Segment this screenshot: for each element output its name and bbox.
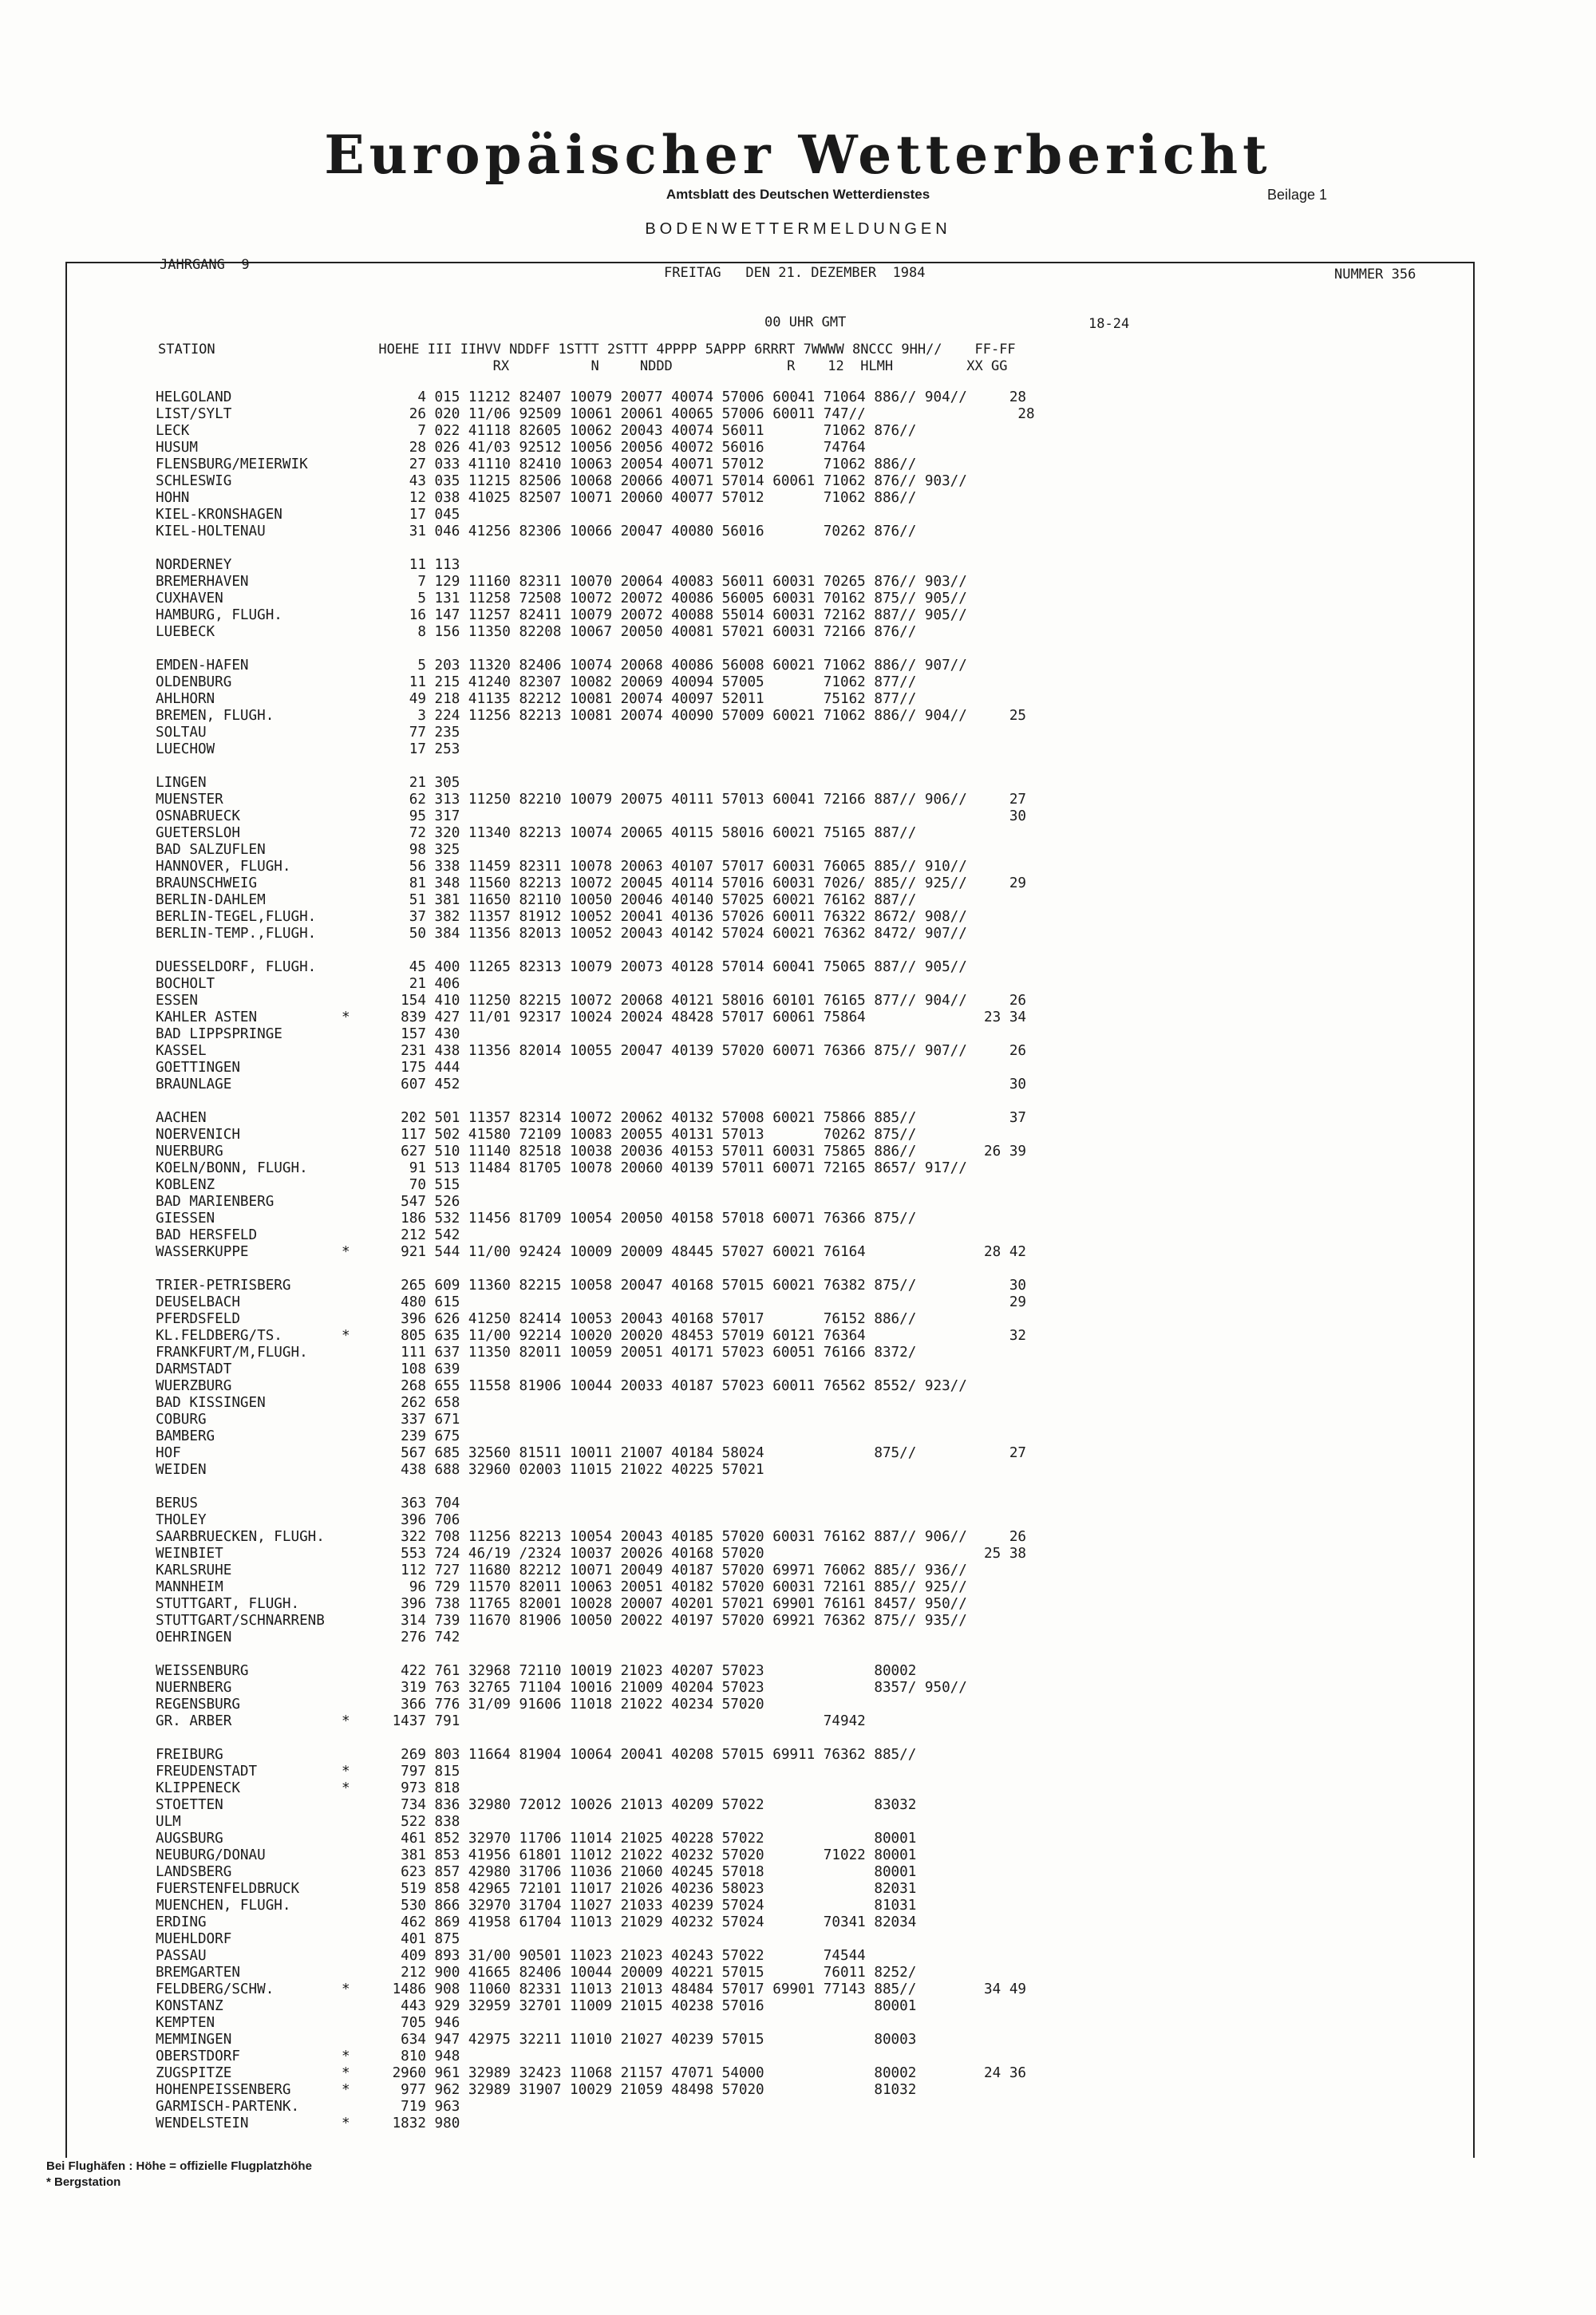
nummer-label: NUMMER 356: [1334, 267, 1416, 282]
table-row: FLENSBURG/MEIERWIK 27 033 41110 82410 10063 20054 40071 57012 71062 886//: [156, 456, 917, 472]
table-row: DARMSTADT 108 639: [156, 1361, 460, 1377]
table-row: WASSERKUPPE * 921 544 11/00 92424 10009 20009 48445 57027 60021 76164 28 42: [156, 1244, 1027, 1260]
row-gap: [156, 641, 1472, 658]
table-row: BERLIN-TEGEL,FLUGH. 37 382 11357 81912 10052 20041 40136 57026 60011 76322 8672/ 908//: [156, 909, 967, 925]
jahrgang-label: JAHRGANG 9: [160, 257, 250, 273]
table-row: SCHLESWIG 43 035 11215 82506 10068 20066 40071 57014 60061 71062 876// 903//: [156, 473, 967, 489]
table-row: MUEHLDORF 401 875: [156, 1931, 460, 1947]
table-row: BERLIN-TEMP.,FLUGH. 50 384 11356 82013 10052 20043 40142 57024 60021 76362 8472/ 907//: [156, 926, 967, 942]
row-gap: [156, 942, 1472, 959]
table-row: BERLIN-DAHLEM 51 381 11650 82110 10050 20046 40140 57025 60021 76162 887//: [156, 892, 917, 908]
table-row: COBURG 337 671: [156, 1412, 460, 1428]
table-row: MUENCHEN, FLUGH. 530 866 32970 31704 11027 21033 40239 57024 81031: [156, 1898, 917, 1914]
table-row: HUSUM 28 026 41/03 92512 10056 20056 40072 56016 74764: [156, 440, 866, 456]
table-row: DEUSELBACH 480 615 29: [156, 1294, 1027, 1310]
row-gap: [156, 758, 1472, 775]
table-row: LECK 7 022 41118 82605 10062 20043 40074 56011 71062 876//: [156, 423, 917, 439]
table-row: NUERNBERG 319 763 32765 71104 10016 21009 40204 57023 8357/ 950//: [156, 1680, 967, 1696]
row-gap: [156, 1479, 1472, 1495]
table-row: WUERZBURG 268 655 11558 81906 10044 20033 40187 57023 60011 76562 8552/ 923//: [156, 1378, 967, 1394]
row-gap: [156, 1261, 1472, 1278]
table-row: BAD HERSFELD 212 542: [156, 1227, 460, 1243]
table-row: THOLEY 396 706: [156, 1512, 460, 1528]
table-row: LUEBECK 8 156 11350 82208 10067 20050 40081 57021 60031 72166 876//: [156, 624, 917, 640]
table-row: AUGSBURG 461 852 32970 11706 11014 21025 40228 57022 80001: [156, 1831, 917, 1847]
station-table: [156, 389, 1472, 2132]
table-row: ERDING 462 869 41958 61704 11013 21029 40232 57024 70341 82034: [156, 1914, 917, 1930]
table-row: GR. ARBER * 1437 791 74942: [156, 1713, 866, 1729]
footnote-mountain: * Bergstation: [46, 2175, 121, 2189]
time-label: 00 UHR GMT: [764, 314, 847, 330]
table-row: KLIPPENECK * 973 818: [156, 1780, 460, 1796]
table-row: KOBLENZ 70 515: [156, 1177, 460, 1193]
table-row: OEHRINGEN 276 742: [156, 1630, 460, 1645]
table-row: HAMBURG, FLUGH. 16 147 11257 82411 10079 20072 40088 55014 60031 72162 887// 905//: [156, 607, 967, 623]
table-row: FUERSTENFELDBRUCK 519 858 42965 72101 11017 21026 40236 58023 82031: [156, 1881, 917, 1897]
table-row: AACHEN 202 501 11357 82314 10072 20062 40132 57008 60021 75866 885// 37: [156, 1110, 1027, 1126]
table-row: GUETERSLOH 72 320 11340 82213 10074 20065 40115 58016 60021 75165 887//: [156, 825, 917, 841]
date-label: FREITAG DEN 21. DEZEMBER 1984: [664, 265, 926, 281]
table-row: LANDSBERG 623 857 42980 31706 11036 21060 40245 57018 80001: [156, 1864, 917, 1880]
table-row: SOLTAU 77 235: [156, 725, 460, 741]
table-row: BAD SALZUFLEN 98 325: [156, 842, 460, 858]
table-row: BREMGARTEN 212 900 41665 82406 10044 20009 40221 57015 76011 8252/: [156, 1965, 917, 1981]
table-row: BAMBERG 239 675: [156, 1428, 460, 1444]
table-row: NUERBURG 627 510 11140 82518 10038 20036 40153 57011 60031 75865 886// 26 39: [156, 1144, 1027, 1159]
time-range-label: 18-24: [1088, 316, 1130, 332]
table-row: MEMMINGEN 634 947 42975 32211 11010 21027 40239 57015 80003: [156, 2032, 917, 2048]
table-row: FELDBERG/SCHW. * 1486 908 11060 82331 11013 21013 48484 57017 69901 77143 885// 34 49: [156, 1981, 1027, 1997]
table-row: HOF 567 685 32560 81511 10011 21007 40184 58024 875// 27: [156, 1445, 1027, 1461]
table-row: KONSTANZ 443 929 32959 32701 11009 21015 40238 57016 80001: [156, 1998, 917, 2014]
table-row: BRAUNSCHWEIG 81 348 11560 82213 10072 20045 40114 57016 60031 7026/ 885// 925// 29: [156, 875, 1027, 891]
table-row: WEIDEN 438 688 32960 02003 11015 21022 40225 57021: [156, 1462, 764, 1478]
table-row: NORDERNEY 11 113: [156, 557, 460, 573]
table-row: STUTTGART, FLUGH. 396 738 11765 82001 10028 20007 40201 57021 69901 76161 8457/ 950//: [156, 1596, 967, 1612]
table-row: BREMERHAVEN 7 129 11160 82311 10070 20064 40083 56011 60031 70265 876// 903//: [156, 574, 967, 590]
table-row: STUTTGART/SCHNARRENB 314 739 11670 81906 10050 20022 40197 57020 69921 76362 875// 935//: [156, 1613, 967, 1629]
table-row: WENDELSTEIN * 1832 980: [156, 2115, 460, 2131]
table-row: GARMISCH-PARTENK. 719 963: [156, 2099, 460, 2115]
table-row: GIESSEN 186 532 11456 81709 10054 20050 40158 57018 60071 76366 875//: [156, 1211, 917, 1227]
row-gap: [156, 1730, 1472, 1747]
table-row: WEINBIET 553 724 46/19 /2324 10037 20026 40168 57020 25 38: [156, 1546, 1027, 1562]
table-row: AHLHORN 49 218 41135 82212 10081 20074 40097 52011 75162 877//: [156, 691, 917, 707]
table-row: DUESSELDORF, FLUGH. 45 400 11265 82313 10079 20073 40128 57014 60041 75065 887// 905//: [156, 959, 967, 975]
footnote-airports: Bei Flughäfen : Höhe = offizielle Flugplatzhöhe: [46, 2159, 312, 2173]
table-row: CUXHAVEN 5 131 11258 72508 10072 20072 40086 56005 60031 70162 875// 905//: [156, 591, 967, 606]
table-row: MANNHEIM 96 729 11570 82011 10063 20051 40182 57020 60031 72161 885// 925//: [156, 1579, 967, 1595]
table-row: BAD LIPPSPRINGE 157 430: [156, 1026, 460, 1042]
table-row: HOHN 12 038 41025 82507 10071 20060 40077 57012 71062 886//: [156, 490, 917, 506]
table-row: KIEL-HOLTENAU 31 046 41256 82306 10066 20047 40080 56016 70262 876//: [156, 523, 917, 539]
row-gap: [156, 540, 1472, 557]
table-row: KARLSRUHE 112 727 11680 82212 10071 20049 40187 57020 69971 76062 885// 936//: [156, 1562, 967, 1578]
section-title: BODENWETTERMELDUNGEN: [645, 220, 951, 238]
table-row: OBERSTDORF * 810 948: [156, 2048, 460, 2064]
table-row: LIST/SYLT 26 020 11/06 92509 10061 20061 40065 57006 60011 747// 28: [156, 406, 1035, 422]
beilage-label: Beilage 1: [1267, 187, 1328, 203]
table-row: KASSEL 231 438 11356 82014 10055 20047 40139 57020 60071 76366 875// 907// 26: [156, 1043, 1027, 1059]
table-row: REGENSBURG 366 776 31/09 91606 11018 21022 40234 57020: [156, 1697, 764, 1713]
table-row: KAHLER ASTEN * 839 427 11/01 92317 10024 20024 48428 57017 60061 75864 23 34: [156, 1009, 1027, 1025]
table-row: HANNOVER, FLUGH. 56 338 11459 82311 10078 20063 40107 57017 60031 76065 885// 910//: [156, 859, 967, 875]
table-row: STOETTEN 734 836 32980 72012 10026 21013 40209 57022 83032: [156, 1797, 917, 1813]
table-row: WEISSENBURG 422 761 32968 72110 10019 21023 40207 57023 80002: [156, 1663, 917, 1679]
table-row: OLDENBURG 11 215 41240 82307 10082 20069 40094 57005 71062 877//: [156, 674, 917, 690]
table-row: BOCHOLT 21 406: [156, 976, 460, 992]
table-row: NOERVENICH 117 502 41580 72109 10083 20055 40131 57013 70262 875//: [156, 1127, 917, 1143]
table-row: TRIER-PETRISBERG 265 609 11360 82215 10058 20047 40168 57015 60021 76382 875// 30: [156, 1278, 1027, 1294]
table-row: KIEL-KRONSHAGEN 17 045: [156, 507, 460, 523]
table-row: MUENSTER 62 313 11250 82210 10079 20075 40111 57013 60041 72166 887// 906// 27: [156, 792, 1027, 808]
table-row: BAD KISSINGEN 262 658: [156, 1395, 460, 1411]
subtitle: Amtsblatt des Deutschen Wetterdienstes: [666, 187, 930, 202]
table-row: BREMEN, FLUGH. 3 224 11256 82213 10081 20074 40090 57009 60021 71062 886// 904// 25: [156, 708, 1027, 724]
table-row: NEUBURG/DONAU 381 853 41956 61801 11012 21022 40232 57020 71022 80001: [156, 1847, 917, 1863]
table-row: SAARBRUECKEN, FLUGH. 322 708 11256 82213 10054 20043 40185 57020 60031 76162 887// 906// 26: [156, 1529, 1027, 1545]
table-row: LINGEN 21 305: [156, 775, 460, 791]
table-row: BRAUNLAGE 607 452 30: [156, 1077, 1027, 1092]
row-gap: [156, 1093, 1472, 1110]
table-row: KL.FELDBERG/TS. * 805 635 11/00 92214 10020 20020 48453 57019 60121 76364 32: [156, 1328, 1027, 1344]
table-row: LUECHOW 17 253: [156, 741, 460, 757]
table-row: ZUGSPITZE * 2960 961 32989 32423 11068 21157 47071 54000 80002 24 36: [156, 2065, 1027, 2081]
page-title: Europäischer Wetterbericht: [324, 124, 1272, 186]
table-row: OSNABRUECK 95 317 30: [156, 808, 1027, 824]
table-row: EMDEN-HAFEN 5 203 11320 82406 10074 20068 40086 56008 60021 71062 886// 907//: [156, 658, 967, 674]
table-row: HELGOLAND 4 015 11212 82407 10079 20077 40074 57006 60041 71064 886// 904// 28: [156, 389, 1027, 405]
table-row: ESSEN 154 410 11250 82215 10072 20068 40121 58016 60101 76165 877// 904// 26: [156, 993, 1027, 1009]
table-row: GOETTINGEN 175 444: [156, 1060, 460, 1076]
table-row: KOELN/BONN, FLUGH. 91 513 11484 81705 10078 20060 40139 57011 60071 72165 8657/ 917//: [156, 1160, 967, 1176]
table-row: FREUDENSTADT * 797 815: [156, 1764, 460, 1780]
table-row: FRANKFURT/M,FLUGH. 111 637 11350 82011 10059 20051 40171 57023 60051 76166 8372/: [156, 1345, 917, 1361]
table-row: ULM 522 838: [156, 1814, 460, 1830]
table-row: BERUS 363 704: [156, 1495, 460, 1511]
table-row: PASSAU 409 893 31/00 90501 11023 21023 40243 57022 74544: [156, 1948, 866, 1964]
table-row: HOHENPEISSENBERG * 977 962 32989 31907 10029 21059 48498 57020 81032: [156, 2082, 917, 2098]
table-row: BAD MARIENBERG 547 526: [156, 1194, 460, 1210]
table-row: PFERDSFELD 396 626 41250 82414 10053 20043 40168 57017 76152 886//: [156, 1311, 917, 1327]
table-row: KEMPTEN 705 946: [156, 2015, 460, 2031]
row-gap: [156, 1646, 1472, 1663]
table-row: FREIBURG 269 803 11664 81904 10064 20041 40208 57015 69911 76362 885//: [156, 1747, 917, 1763]
column-header-line2: RX N NDDD R 12 HLMH XX GG: [158, 358, 1008, 374]
column-header-line1: STATION HOEHE III IIHVV NDDFF 1STTT 2STTT 4PPPP 5APPP 6RRRT 7WWWW 8NCCC 9HH// FF-FF: [158, 342, 1016, 358]
